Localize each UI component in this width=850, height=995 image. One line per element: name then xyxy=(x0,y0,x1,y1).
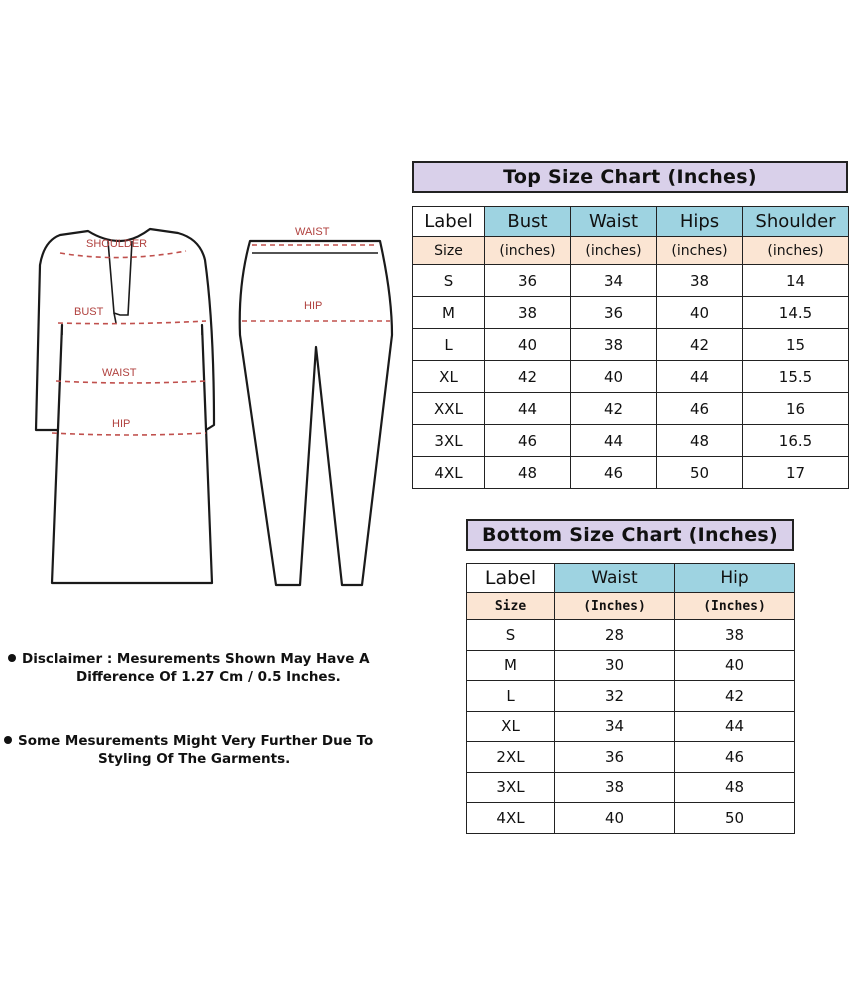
top-table-size-cell: XL xyxy=(413,361,485,393)
top-table-value-cell: 42 xyxy=(571,393,657,425)
waist-label: WAIST xyxy=(102,367,137,379)
top-table-value-cell: 44 xyxy=(485,393,571,425)
bottom-hip-label: HIP xyxy=(304,300,323,312)
bottom-table-unit-cell: Size xyxy=(467,593,555,620)
top-table-value-cell: 36 xyxy=(571,297,657,329)
disclaimer-note xyxy=(8,650,428,686)
leggings-illustration xyxy=(240,241,392,585)
top-table-value-cell: 17 xyxy=(743,457,849,489)
bottom-table-row xyxy=(467,711,795,742)
top-table-row xyxy=(413,329,849,361)
bottom-table-unit-cell: (Inches) xyxy=(675,593,795,620)
bottom-table-size-cell: 4XL xyxy=(467,803,555,834)
bottom-table-value-cell: 42 xyxy=(675,681,795,712)
shoulder-label: SHOULDER xyxy=(86,238,148,250)
top-size-table xyxy=(412,206,849,489)
top-table-value-cell: 46 xyxy=(485,425,571,457)
top-chart-title: Top Size Chart (Inches) xyxy=(412,161,848,193)
bottom-table-size-cell: 3XL xyxy=(467,772,555,803)
top-table-row xyxy=(413,457,849,489)
top-table-unit-row xyxy=(413,237,849,265)
bottom-table-value-cell: 28 xyxy=(555,620,675,651)
top-table-value-cell: 48 xyxy=(657,425,743,457)
top-table-header-cell: Waist xyxy=(571,207,657,237)
top-table-value-cell: 40 xyxy=(571,361,657,393)
bottom-table-value-cell: 38 xyxy=(675,620,795,651)
bottom-table-value-cell: 36 xyxy=(555,742,675,773)
bottom-table-value-cell: 46 xyxy=(675,742,795,773)
top-table-size-cell: 4XL xyxy=(413,457,485,489)
top-table-value-cell: 40 xyxy=(485,329,571,361)
bottom-size-table xyxy=(466,563,795,834)
bottom-table-row xyxy=(467,803,795,834)
top-table-header-cell: Shoulder xyxy=(743,207,849,237)
bottom-table-value-cell: 32 xyxy=(555,681,675,712)
top-table-value-cell: 15.5 xyxy=(743,361,849,393)
top-table-header-cell: Hips xyxy=(657,207,743,237)
top-table-header-cell: Bust xyxy=(485,207,571,237)
bullet-icon xyxy=(4,736,12,744)
top-table-size-cell: L xyxy=(413,329,485,361)
top-table-row xyxy=(413,265,849,297)
bottom-table-row xyxy=(467,620,795,651)
bottom-table-row xyxy=(467,650,795,681)
top-table-size-cell: S xyxy=(413,265,485,297)
bottom-table-row xyxy=(467,742,795,773)
bottom-table-row xyxy=(467,681,795,712)
top-table-value-cell: 14 xyxy=(743,265,849,297)
bottom-table-header-cell: Label xyxy=(467,564,555,593)
top-table-value-cell: 16 xyxy=(743,393,849,425)
bottom-chart-title: Bottom Size Chart (Inches) xyxy=(466,519,794,551)
top-table-unit-cell: (inches) xyxy=(485,237,571,265)
top-table-unit-cell: (inches) xyxy=(743,237,849,265)
top-table-row xyxy=(413,361,849,393)
top-table-value-cell: 38 xyxy=(571,329,657,361)
garment-diagram xyxy=(0,205,420,605)
bottom-table-value-cell: 38 xyxy=(555,772,675,803)
top-table-value-cell: 46 xyxy=(571,457,657,489)
bottom-table-size-cell: M xyxy=(467,650,555,681)
top-table-unit-cell: (inches) xyxy=(657,237,743,265)
bottom-table-header-row xyxy=(467,564,795,593)
top-table-value-cell: 38 xyxy=(485,297,571,329)
top-table-value-cell: 42 xyxy=(657,329,743,361)
bottom-table-value-cell: 50 xyxy=(675,803,795,834)
top-table-value-cell: 50 xyxy=(657,457,743,489)
styling-note xyxy=(4,732,424,768)
bottom-table-value-cell: 34 xyxy=(555,711,675,742)
bust-label: BUST xyxy=(74,306,104,318)
top-table-value-cell: 15 xyxy=(743,329,849,361)
note-line: Difference Of 1.27 Cm / 0.5 Inches. xyxy=(76,669,341,685)
bottom-table-value-cell: 48 xyxy=(675,772,795,803)
bullet-icon xyxy=(8,654,16,662)
bottom-table-header-cell: Waist xyxy=(555,564,675,593)
top-table-value-cell: 44 xyxy=(657,361,743,393)
top-table-unit-cell: Size xyxy=(413,237,485,265)
top-table-value-cell: 46 xyxy=(657,393,743,425)
top-table-size-cell: 3XL xyxy=(413,425,485,457)
bottom-table-size-cell: XL xyxy=(467,711,555,742)
bottom-table-value-cell: 40 xyxy=(675,650,795,681)
top-table-unit-cell: (inches) xyxy=(571,237,657,265)
bottom-waist-label: WAIST xyxy=(295,226,330,238)
top-table-value-cell: 38 xyxy=(657,265,743,297)
top-table-size-cell: XXL xyxy=(413,393,485,425)
top-table-value-cell: 34 xyxy=(571,265,657,297)
top-table-header-row xyxy=(413,207,849,237)
kurta-illustration xyxy=(36,229,214,583)
bottom-table-size-cell: 2XL xyxy=(467,742,555,773)
bottom-table-header-cell: Hip xyxy=(675,564,795,593)
hip-label: HIP xyxy=(112,418,131,430)
bottom-table-unit-row xyxy=(467,593,795,620)
top-table-value-cell: 14.5 xyxy=(743,297,849,329)
top-table-value-cell: 16.5 xyxy=(743,425,849,457)
bottom-table-value-cell: 40 xyxy=(555,803,675,834)
note-line: Disclaimer : Mesurements Shown May Have A xyxy=(22,651,370,667)
top-table-header-cell: Label xyxy=(413,207,485,237)
top-table-value-cell: 40 xyxy=(657,297,743,329)
bottom-table-value-cell: 30 xyxy=(555,650,675,681)
bottom-table-size-cell: L xyxy=(467,681,555,712)
top-table-value-cell: 42 xyxy=(485,361,571,393)
bottom-table-size-cell: S xyxy=(467,620,555,651)
top-table-value-cell: 36 xyxy=(485,265,571,297)
bottom-table-value-cell: 44 xyxy=(675,711,795,742)
top-table-row xyxy=(413,425,849,457)
top-table-size-cell: M xyxy=(413,297,485,329)
top-table-value-cell: 44 xyxy=(571,425,657,457)
top-table-row xyxy=(413,393,849,425)
note-line: Styling Of The Garments. xyxy=(98,751,291,767)
bottom-table-unit-cell: (Inches) xyxy=(555,593,675,620)
top-table-row xyxy=(413,297,849,329)
note-line: Some Mesurements Might Very Further Due To xyxy=(18,733,374,749)
bottom-table-row xyxy=(467,772,795,803)
top-table-value-cell: 48 xyxy=(485,457,571,489)
